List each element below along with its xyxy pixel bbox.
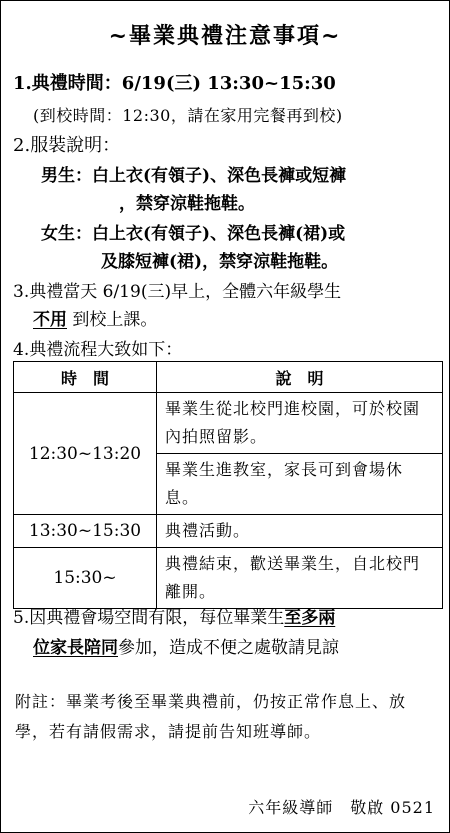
signature: 六年級導師 敬啟 0521 <box>248 798 435 817</box>
parent-limit-post: 參加，造成不便之處敬請見諒 <box>118 638 339 658</box>
item-number: 4. <box>13 340 30 360</box>
description-cell: 畢業生從北校門進校園，可於校園內拍照留影。 <box>157 393 443 454</box>
no-school-line2 <box>33 305 157 330</box>
ceremony-time-text: 典禮時間：6/19(三) 13:30~15:30 <box>31 73 336 94</box>
parent-limit-emphasis-2: 位家長陪同 <box>33 638 118 658</box>
ceremony-flow-label: 典禮流程大致如下： <box>29 340 183 360</box>
item-ceremony-time <box>13 69 336 95</box>
item-number: 3. <box>13 282 30 302</box>
parent-limit-text: 因典禮會場空間有限，每位畢業生 <box>29 608 285 628</box>
time-cell: 12:30~13:20 <box>14 393 157 515</box>
table-row <box>14 548 443 609</box>
item-dress-code <box>13 131 120 157</box>
table-row <box>14 515 443 548</box>
item-ceremony-flow <box>13 335 182 360</box>
parent-limit-line2 <box>33 633 339 658</box>
item-parent-limit <box>13 603 335 628</box>
header-time: 時 間 <box>14 362 157 393</box>
time-cell: 15:30~ <box>14 548 157 609</box>
dress-code-boys-line1: 男生：白上衣(有領子)、深色長褲或短褲 <box>41 166 347 186</box>
page-title: ~畢業典禮注意事項~ <box>108 23 342 49</box>
dress-code-girls-line1: 女生：白上衣(有領子)、深色長褲(裙)或 <box>41 224 346 244</box>
time-cell: 13:30~15:30 <box>14 515 157 548</box>
dress-code-boys-line2: ，禁穿涼鞋拖鞋。 <box>119 194 255 214</box>
description-cell: 典禮活動。 <box>157 515 443 548</box>
item-number: 1. <box>13 73 32 94</box>
item-no-school <box>13 277 341 302</box>
ceremony-flow-table <box>13 361 443 609</box>
item-number: 5. <box>13 608 30 628</box>
table-row <box>14 393 443 454</box>
no-school-rest: 到校上課。 <box>72 310 158 330</box>
footnote: 附註：畢業考後至畢業典禮前，仍按正常作息上、放學，若有請假需求，請提前告知班導師。 <box>15 692 407 741</box>
no-school-line1: 典禮當天 6/19(三)早上，全體六年級學生 <box>29 282 342 302</box>
item-number: 2. <box>13 135 31 156</box>
header-description: 說 明 <box>157 362 443 393</box>
no-school-emphasis: 不用 <box>33 310 67 330</box>
dress-code-label: 服裝說明： <box>30 135 121 156</box>
description-cell: 畢業生進教室，家長可到會場休息。 <box>157 454 443 515</box>
parent-limit-emphasis-1: 至多兩 <box>284 608 336 628</box>
table-header-row <box>14 362 443 393</box>
arrival-time-note: (到校時間：12:30，請在家用完餐再到校) <box>33 106 343 125</box>
dress-code-girls-line2: 及膝短褲(裙)，禁穿涼鞋拖鞋。 <box>101 252 339 272</box>
description-cell: 典禮結束，歡送畢業生，自北校門離開。 <box>157 548 443 609</box>
